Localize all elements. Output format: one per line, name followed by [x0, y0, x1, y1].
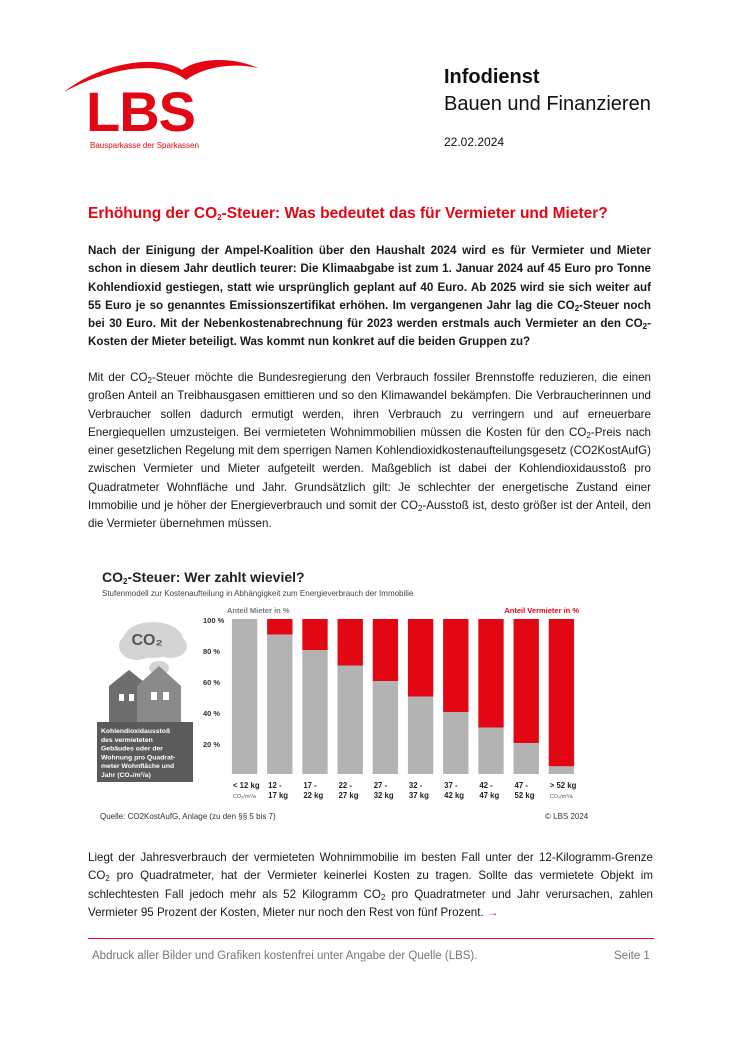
house-caption-line: Kohlendioxidausstoß	[101, 728, 171, 735]
x-tick-label: < 12 kg	[232, 781, 260, 790]
bar-tenant-share	[267, 635, 292, 775]
x-tick-label: 32 kg	[373, 791, 394, 800]
bar-landlord-share	[302, 619, 327, 650]
y-tick-label: 20 %	[203, 740, 221, 749]
x-tick-label: 22 kg	[303, 791, 324, 800]
x-tick-label: 47 kg	[479, 791, 500, 800]
logo-text: LBS	[86, 80, 195, 143]
x-tick-label: 47 -	[514, 781, 528, 790]
y-tick-label: 40 %	[203, 709, 221, 718]
house-caption-line: Gebäudes oder der	[101, 745, 163, 753]
chart-copyright: © LBS 2024	[545, 812, 589, 821]
header-title: Infodienst	[444, 66, 540, 88]
chart-title: $CO_2$-Steuer: Wer zahlt wieviel?	[102, 569, 305, 586]
bar-tenant-share	[514, 743, 539, 774]
bar-tenant-share	[478, 728, 503, 775]
bar-landlord-share	[408, 619, 433, 697]
bar-landlord-share	[373, 619, 398, 681]
page-number: Seite 1	[614, 950, 650, 962]
footer-text: Abdruck aller Bilder und Grafiken kostenfrei unter Angabe der Quelle (LBS).	[92, 950, 478, 962]
house-window-icon	[119, 694, 124, 701]
x-tick-label: 17 -	[303, 781, 317, 790]
x-tick-label: > 52 kg	[549, 781, 577, 790]
x-tick-label: 42 -	[479, 781, 493, 790]
header-subtitle: Bauen und Finanzieren	[444, 93, 651, 115]
footer-divider	[88, 938, 654, 939]
article-headline: Erhöhung der $CO_2$-Steuer: Was bedeutet das für Vermieter und Mieter?	[88, 205, 608, 222]
bar-tenant-share	[338, 666, 363, 775]
y-tick-label: 80 %	[203, 647, 221, 656]
bar-landlord-share	[478, 619, 503, 728]
bar-tenant-share	[443, 712, 468, 774]
bar-tenant-share	[232, 619, 257, 774]
bar-tenant-share	[302, 650, 327, 774]
house-window-icon	[163, 692, 169, 700]
x-tick-label: 27 kg	[338, 791, 359, 800]
house-window-icon	[151, 692, 157, 700]
bar-tenant-share	[549, 766, 574, 774]
cloud-co2-label: CO₂	[131, 632, 163, 649]
bar-tenant-share	[408, 697, 433, 775]
house-caption-line: des vermieteten	[101, 736, 153, 744]
body-paragraph-1: Mit der $CO_2$-Steuer möchte die Bundesregierung den Verbrauch fossiler Brennstoffe reduzieren, die einen großen Anteil an Treibhausgasen emittieren und so den Klimawandel bekämpfen. Die Verbraucherinnen und Verbraucher sollen dadurch ermutigt werden, ihren Verbrauch zu verringern und auf erneuerbare Energiequellen umzusteigen. Bei vermieteten Wohnimmobilien müssen die Kosten für den $CO_2$-Preis nach einer gesetzlichen Regelung mit dem sperrigen Namen Kohlendioxidkostenaufteilungsgesetz (CO2KostAufG) zwischen Vermieter und Mieter aufgeteilt werden. Maßgeblich ist dabei der Kohlendioxidausstoß pro Quadratmeter Wohnfläche und Jahr. Grundsätzlich gilt: Je schlechter der energetische Zustand einer Immobilie und je höher der Energieverbrauch und somit der $CO_2$-Ausstoß ist, desto größer ist der Anteil, den die Vermieter übernehmen müssen.	[88, 371, 651, 531]
x-tick-label: 22 -	[338, 781, 352, 790]
legend-tenant: Anteil Mieter in %	[227, 606, 290, 615]
x-tick-label: 37 kg	[408, 791, 429, 800]
co2-cost-split-chart	[95, 604, 595, 804]
bar-landlord-share	[514, 619, 539, 743]
continue-arrow-icon: →	[486, 905, 499, 919]
house-window-icon	[129, 694, 134, 701]
logo-subtitle: Bausparkasse der Sparkassen	[90, 141, 199, 150]
chart-source: Quelle: CO2KostAufG, Anlage (zu den §§ 5 bis 7)	[100, 812, 276, 821]
x-tick-label: 17 kg	[268, 791, 289, 800]
x-tick-label: 12 -	[268, 781, 282, 790]
bar-landlord-share	[549, 619, 574, 766]
x-tick-label: CO₂/m²/a	[232, 794, 256, 800]
x-tick-label: 32 -	[408, 781, 423, 790]
bar-landlord-share	[267, 619, 292, 635]
x-tick-label: 37 -	[444, 781, 458, 790]
header-date: 22.02.2024	[444, 135, 505, 149]
y-tick-label: 100 %	[203, 616, 225, 625]
house-caption-line: meter Wohnfläche und	[101, 763, 175, 771]
bar-tenant-share	[373, 681, 398, 774]
legend-landlord: Anteil Vermieter in %	[504, 606, 579, 615]
x-tick-label: 27 -	[373, 781, 388, 790]
house-caption-line: Wohnung pro Quadrat-	[101, 754, 176, 762]
house-caption-line: Jahr (CO₂/m²/a)	[101, 772, 151, 779]
house-icon	[137, 666, 181, 722]
x-tick-label: 42 kg	[444, 791, 465, 800]
x-tick-label: 52 kg	[514, 791, 535, 800]
body-paragraph-2: Liegt der Jahresverbrauch der vermieteten Wohnimmobilie im besten Fall unter der 12-Kilogramm-Grenze $CO_2$ pro Quadratmeter, hat der Vermieter keinerlei Kosten zu tragen. Sollte das vermietete Objekt im schlechtesten Fall jedoch mehr als 52 Kilogramm $CO_2$ pro Quadratmeter und Jahr verursachen, zahlen Vermieter 95 Prozent der Kosten, Mieter nur noch den Rest von fünf Prozent. →	[88, 851, 653, 919]
bar-landlord-share	[338, 619, 363, 666]
y-tick-label: 60 %	[203, 678, 221, 687]
chart-subtitle: Stufenmodell zur Kostenaufteilung in Abhängigkeit zum Energieverbrauch der Immobilie	[102, 589, 414, 598]
bar-landlord-share	[443, 619, 468, 712]
x-tick-label: CO₂/m²/a	[549, 794, 573, 800]
lead-paragraph: Nach der Einigung der Ampel-Koalition über den Haushalt 2024 wird es für Vermieter und Mieter schon in diesem Jahr deutlich teurer: Die Klimaabgabe ist zum 1. Januar 2024 auf 45 Euro pro Tonne Kohlendioxid gestiegen, statt wie ursprünglich geplant auf 40 Euro. Ab 2025 wird sie sich weiter auf 55 Euro je so genanntes Emissionszertifikat erhöhen. Im vergangenen Jahr lag die $CO_2$-Steuer noch bei 30 Euro. Mit der Nebenkostenabrechnung für 2023 werden erstmals auch Vermieter an den $CO_2$-Kosten der Mieter beteiligt. Was kommt nun konkret auf die beiden Gruppen zu?	[88, 244, 652, 349]
